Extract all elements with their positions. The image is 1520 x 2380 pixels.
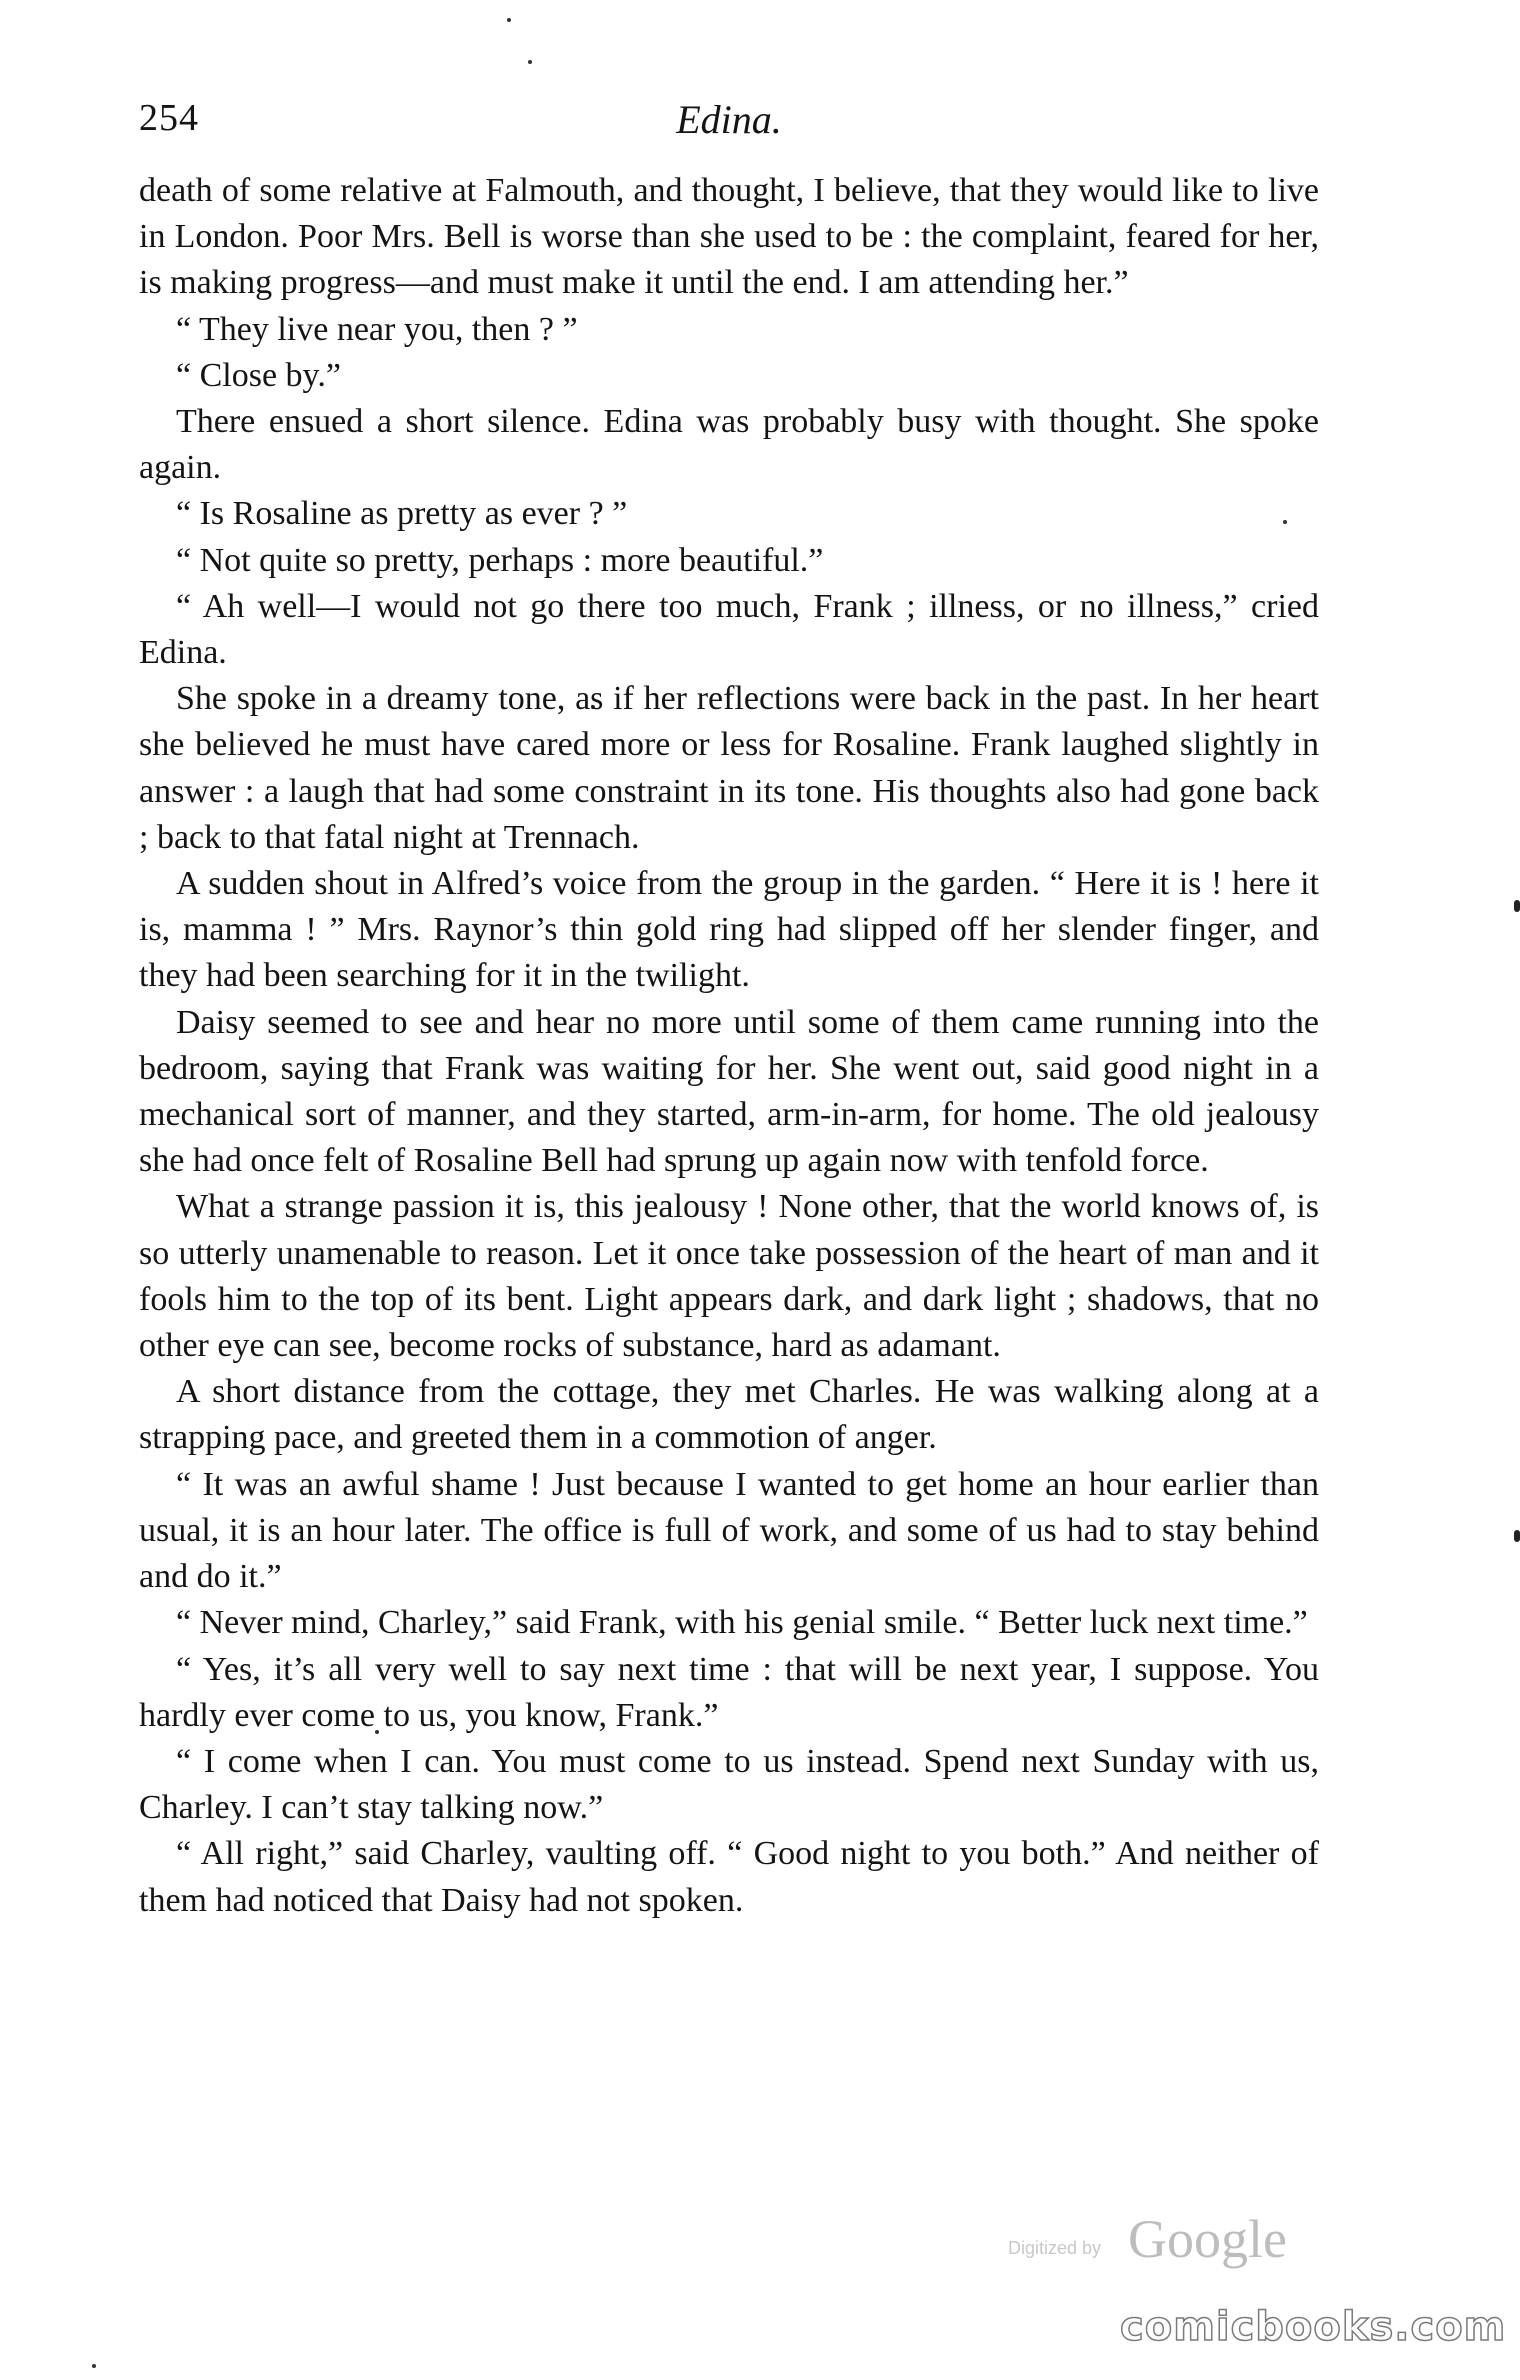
paragraph: “ Close by.”	[176, 356, 341, 394]
page-number: 254	[139, 97, 199, 139]
running-head	[139, 96, 1319, 156]
paragraph: There ensued a short silence. Edina was probably busy with thought. She spoke again.	[139, 403, 1319, 487]
google-watermark	[1008, 2208, 1338, 2272]
paragraph: “ All right,” said Charley, vaulting off. “ Good night to you both.” And neither of them had noticed that Daisy had not spoken.	[139, 1835, 1319, 1919]
paragraph: “ Never mind, Charley,” said Frank, with his genial smile. “ Better luck next time.”	[176, 1604, 1308, 1642]
paragraph: A sudden shout in Alfred’s voice from the group in the garden. “ Here it is ! here it is, mamma ! ” Mrs. Raynor’s thin gold ring had slipped off her slender finger, and they had been searching for it in the twilight.	[139, 865, 1319, 995]
ink-speck	[507, 18, 511, 22]
paragraph: “ Yes, it’s all very well to say next time : that will be next year, I suppose. You hardly ever come to us, you know, Frank.”	[139, 1650, 1319, 1734]
ink-speck	[528, 60, 532, 64]
ink-speck	[92, 2364, 96, 2368]
paragraph: She spoke in a dreamy tone, as if her reflections were back in the past. In her heart she believed he must have cared more or less for Rosaline. Frank laughed slightly in answer : a laugh that had some constraint in its tone. His thoughts also had gone back ; back to that fatal night at Trennach.	[139, 680, 1319, 856]
paragraph: “ They live near you, then ? ”	[176, 310, 578, 348]
page-edge-mark	[1514, 1530, 1520, 1542]
paragraph: “ Ah well—I would not go there too much, Frank ; illness, or no illness,” cried Edina.	[139, 587, 1319, 672]
paragraph: death of some relative at Falmouth, and thought, I believe, that they would like to live in London. Poor Mrs. Bell is worse than she used to be : the complaint, feared for her, is making progress—and must make it until the end. I am attending her.”	[139, 172, 1319, 302]
paragraph: Daisy seemed to see and hear no more until some of them came running into the bedroom, saying that Frank was waiting for her. She went out, said good night in a mechanical sort of manner, and they started, arm-in-arm, for home. The old jealousy she had once felt of Rosaline Bell had sprung up again now with tenfold force.	[139, 1003, 1319, 1180]
paragraph: “ Is Rosaline as pretty as ever ? ”	[176, 495, 628, 533]
paragraph: “ I come when I can. You must come to us instead. Spend next Sunday with us, Charley. I can’t stay talking now.”	[139, 1742, 1319, 1827]
paragraph: “ It was an awful shame ! Just because I wanted to get home an hour earlier than usual, it is an hour later. The office is full of work, and some of us had to stay behind and do it.”	[139, 1465, 1319, 1596]
text-body	[139, 168, 1319, 1924]
page-edge-mark	[1514, 900, 1520, 912]
site-watermark: comicbooks.com	[1120, 2304, 1507, 2350]
digitized-by-text: Digitized by	[1008, 2238, 1102, 2258]
google-logo-text: Google	[1128, 2209, 1287, 2269]
paragraph: A short distance from the cottage, they met Charles. He was walking along at a strapping pace, and greeted them in a commotion of anger.	[139, 1373, 1319, 1457]
paragraph: “ Not quite so pretty, perhaps : more beautiful.”	[176, 541, 824, 579]
paragraph: What a strange passion it is, this jealousy ! None other, that the world knows of, is so utterly unamenable to reason. Let it once take possession of the heart of man and it fools him to the top of its bent. Light appears dark, and dark light ; shadows, that no other eye can see, become rocks of substance, hard as adamant.	[139, 1188, 1319, 1365]
running-title: Edina.	[676, 97, 782, 142]
